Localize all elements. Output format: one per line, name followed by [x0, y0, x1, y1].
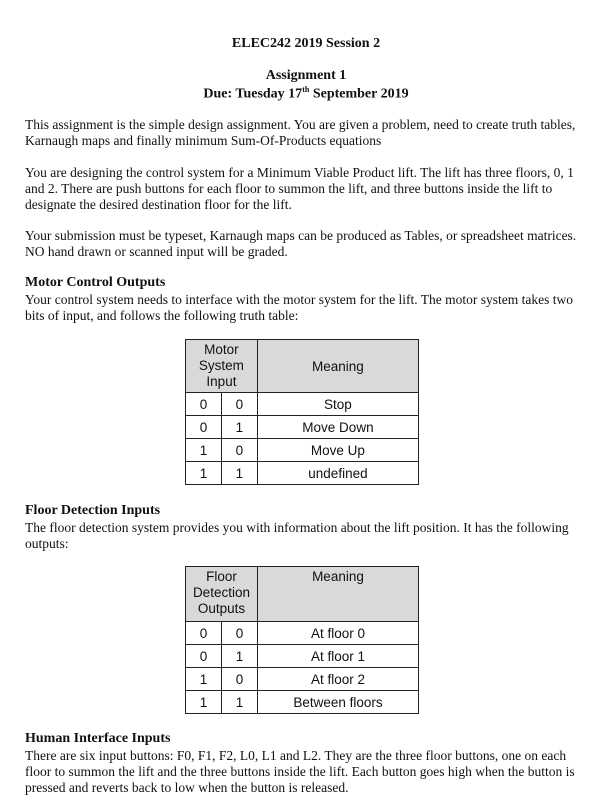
table-cell: At floor 0: [257, 622, 418, 645]
table-cell: At floor 1: [257, 645, 418, 668]
table-cell: 0: [186, 645, 222, 668]
assignment-title: Assignment 1: [265, 68, 347, 83]
due-suffix: September 2019: [309, 86, 409, 102]
motor-meaning-header: Meaning: [257, 340, 418, 393]
table-row: [186, 691, 419, 714]
table-row: [186, 668, 419, 691]
floor-heading: Floor Detection Inputs: [25, 503, 161, 518]
table-cell: 1: [186, 668, 222, 691]
motor-input-header: Motor System Input: [186, 340, 258, 393]
table-cell: 0: [221, 668, 257, 691]
table-cell: 0: [221, 622, 257, 645]
floor-truth-table: [185, 566, 419, 714]
table-row: [186, 439, 419, 462]
table-row: [186, 622, 419, 645]
human-text: There are six input buttons: F0, F1, F2, L0, L1 and L2. They are the three floor buttons, one on each floor to summon the lift and the three buttons inside the lift. Each button goes high when the button is pressed and reverts back to low when the button is released.: [25, 748, 575, 795]
table-row: [186, 645, 419, 668]
motor-truth-table: [185, 339, 419, 485]
intro-paragraph-3: Your submission must be typeset, Karnaugh maps can be produced as Tables, or spreadsheet matrices. NO hand drawn or scanned input will be graded.: [25, 228, 577, 259]
table-cell: 1: [186, 691, 222, 714]
floor-output-header: Floor Detection Outputs: [186, 567, 258, 622]
table-cell: 1: [186, 439, 222, 462]
motor-heading: Motor Control Outputs: [25, 275, 166, 290]
table-cell: At floor 2: [257, 668, 418, 691]
table-cell: 0: [186, 622, 222, 645]
due-date: [0, 85, 612, 103]
course-title: ELEC242 2019 Session 2: [231, 36, 381, 51]
table-row: [186, 462, 419, 485]
due-superscript: th: [302, 85, 310, 94]
floor-text: The floor detection system provides you with information about the lift position. It has the following outputs:: [25, 520, 569, 551]
table-cell: undefined: [257, 462, 418, 485]
table-cell: 0: [221, 439, 257, 462]
table-cell: 0: [186, 416, 222, 439]
table-cell: 1: [221, 462, 257, 485]
table-cell: Move Up: [257, 439, 418, 462]
table-cell: Stop: [257, 393, 418, 416]
table-cell: 1: [221, 691, 257, 714]
motor-text: Your control system needs to interface with the motor system for the lift. The motor system takes two bits of input, and follows the following truth table:: [25, 292, 574, 323]
table-cell: 0: [221, 393, 257, 416]
table-row: [186, 416, 419, 439]
intro-paragraph-1: This assignment is the simple design assignment. You are given a problem, need to create truth tables, Karnaugh maps and finally minimum Sum-Of-Products equations: [25, 117, 576, 148]
table-cell: 0: [186, 393, 222, 416]
intro-paragraph-2: You are designing the control system for a Minimum Viable Product lift. The lift has three floors, 0, 1 and 2. There are push buttons for each floor to summon the lift, and three buttons inside the lift to designate the desired destination floor for the lift.: [25, 165, 574, 212]
due-prefix: Due: Tuesday 17: [203, 86, 303, 102]
table-cell: 1: [221, 416, 257, 439]
human-heading: Human Interface Inputs: [25, 731, 171, 746]
floor-meaning-header: Meaning: [257, 567, 418, 622]
table-cell: Between floors: [257, 691, 418, 714]
table-row: [186, 393, 419, 416]
table-cell: 1: [186, 462, 222, 485]
table-cell: 1: [221, 645, 257, 668]
table-cell: Move Down: [257, 416, 418, 439]
